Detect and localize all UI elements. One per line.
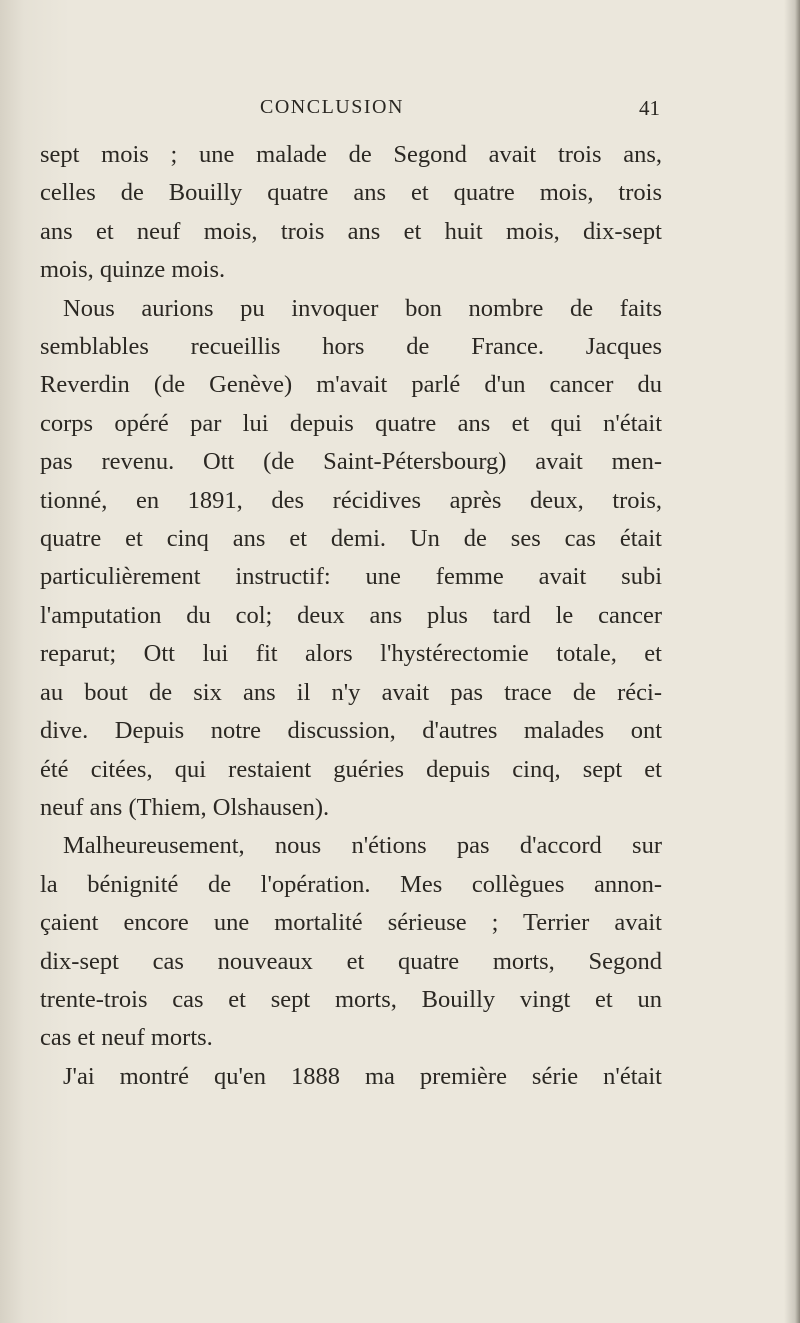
text-line: reparut; Ott lui fit alors l'hystérectomie totale, et [40,640,662,668]
text-line: celles de Bouilly quatre ans et quatre mois, trois [40,179,662,207]
text-line: sept mois ; une malade de Segond avait trois ans, [40,141,662,168]
text-line: ans et neuf mois, trois ans et huit mois, dix-sept [40,217,662,245]
text-line: çaient encore une mortalité sérieuse ; Terrier avait [40,909,662,937]
text-line: trente-trois cas et sept morts, Bouilly vingt et un [40,985,662,1013]
text-line: cas et neuf morts. [40,1024,213,1052]
text-line: particulièrement instructif: une femme avait subi [40,563,662,591]
text-line: J'ai montré qu'en 1888 ma première série n'était [63,1062,662,1090]
text-line: au bout de six ans il n'y avait pas trace de réci- [40,678,662,706]
page-header [250,96,660,126]
text-line: dix-sept cas nouveaux et quatre morts, Segond [40,947,662,975]
text-line: neuf ans (Thiem, Olshausen). [40,793,330,821]
text-line: dive. Depuis notre discussion, d'autres malades ont [40,717,662,745]
text-line: mois, quinze mois. [40,256,226,284]
text-line: Malheureusement, nous n'étions pas d'accord sur [63,832,662,860]
text-line: pas revenu. Ott (de Saint-Pétersbourg) avait men- [40,448,662,476]
text-line: quatre et cinq ans et demi. Un de ses cas était [40,525,662,553]
body-text [30,136,662,1096]
text-line: l'amputation du col; deux ans plus tard le cancer [40,601,662,629]
paragraph-4 [30,1058,662,1096]
text-line: corps opéré par lui depuis quatre ans et qui n'était [40,409,662,437]
text-line: été citées, qui restaient guéries depuis cinq, sept et [40,755,662,783]
text-line: semblables recueillis hors de France. Jacques [40,333,662,361]
text-line: tionné, en 1891, des récidives après deux, trois, [40,486,662,514]
text-line: Reverdin (de Genève) m'avait parlé d'un cancer du [40,371,662,399]
text-line: Nous aurions pu invoquer bon nombre de faits [63,294,662,322]
running-head: CONCLUSION [260,96,404,118]
page-number: 41 [639,96,660,120]
paragraph-1 [30,136,662,290]
paragraph-3 [30,827,662,1057]
text-line: la bénignité de l'opération. Mes collègues annon- [40,870,662,898]
paragraph-2 [30,290,662,828]
